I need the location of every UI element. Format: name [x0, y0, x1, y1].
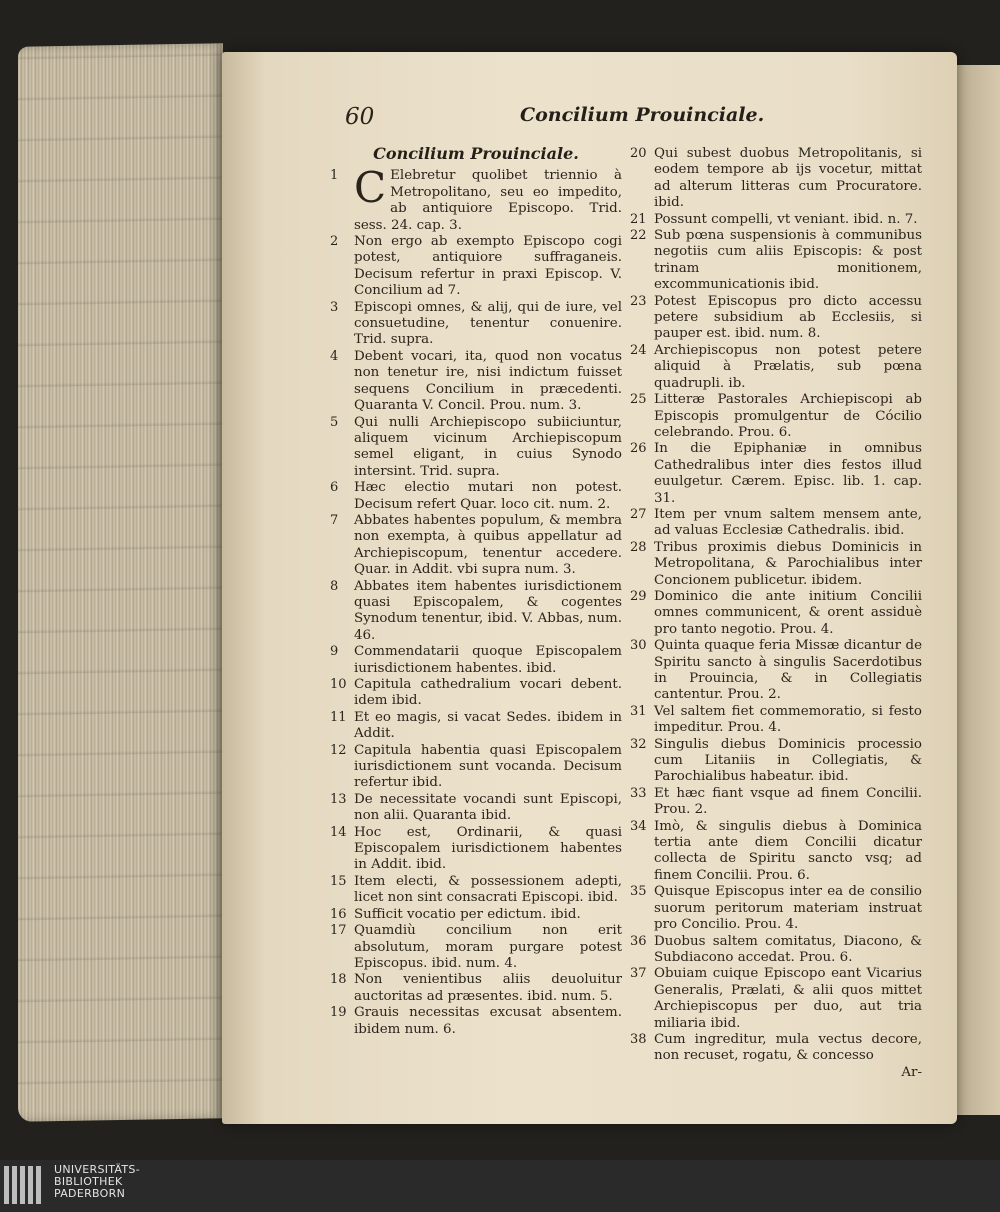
entry-text: Singulis diebus Dominicis processio cum Litaniis in Collegiatis, & Parochialibus habeatur. ibid.: [654, 736, 922, 785]
entry: [630, 212, 922, 228]
entry-text: Imò, & singulis diebus à Dominica tertia ante diem Concilii dicatur collecta de Spiritu sancto vsq; ad finem Concilii. Prou. 6.: [654, 818, 922, 883]
entry-text: Debent vocari, ita, quod non vocatus non tenetur ire, nisi indictum fuisset sequens Concilium in præcedenti. Quaranta V. Concil. Prou. num. 3.: [354, 348, 622, 414]
entry-text: Grauis necessitas excusat absentem. ibidem num. 6.: [354, 1005, 622, 1037]
entry-number: 24: [630, 342, 647, 358]
section-title: Concilium Prouinciale.: [373, 144, 579, 163]
entry-number: 17: [330, 923, 347, 939]
entry: [330, 907, 622, 923]
entry-text: Sub pœna suspensionis à communibus negotiis cum aliis Episcopis: & post trinam monitionem, excommunicationis ibid.: [654, 228, 922, 293]
entry-text: Tribus proximis diebus Dominicis in Metropolitana, & Parochialibus inter Concionem publicetur. ibidem.: [654, 539, 922, 588]
entry-number: 8: [330, 578, 339, 594]
entry-text: Vel saltem fiet commemoratio, si festo impeditur. Prou. 4.: [654, 703, 922, 736]
entry-number: 2: [330, 234, 339, 250]
library-name: [54, 1164, 140, 1200]
entry-number: 30: [630, 638, 647, 654]
entry: [330, 480, 622, 513]
entry-text: Et eo magis, si vacat Sedes. ibidem in Addit.: [354, 709, 622, 742]
running-title: Concilium Prouinciale.: [520, 104, 765, 126]
library-banner: [0, 1160, 1000, 1212]
entry-number: 21: [630, 211, 647, 227]
entry-text: Elebretur quolibet triennio à Metropolitano, seu eo impedito, ab antiquiore Episcopo. Trid. sess. 24. cap. 3.: [354, 168, 622, 233]
entry-text: Qui nulli Archiepiscopo subiiciuntur, aliquem vicinum Archiepiscopum semel eligant, in cuius Synodo intersint. Trid. supra.: [354, 414, 622, 479]
catchword: Ar-: [901, 1064, 922, 1080]
entry-text: Non ergo ab exempto Episcopo cogi potest, antiquiore suffraganeis. Decisum refertur in praxi Episcop. V. Concilium ad 7.: [354, 234, 622, 299]
entry: [630, 704, 922, 737]
entry: [630, 507, 922, 540]
entry-number: 26: [630, 441, 647, 457]
entry: [330, 300, 622, 349]
entry-number: 14: [330, 824, 347, 840]
entry-text: Non venientibus aliis deuoluitur auctoritas ad præsentes. ibid. num. 5.: [354, 972, 622, 1004]
entry: [630, 540, 922, 589]
entry: [630, 884, 922, 933]
entry-number: 18: [330, 972, 347, 988]
library-name-line: PADERBORN: [54, 1187, 126, 1200]
entry: [330, 923, 622, 972]
entry: [330, 743, 622, 792]
entry-number: 29: [630, 588, 647, 604]
entry: [630, 146, 922, 212]
entry-text: Quinta quaque feria Missæ dicantur de Spiritu sancto à singulis Sacerdotibus in Prouincia, & in Collegiatis cantentur. Prou. 2.: [654, 638, 922, 703]
entry: [630, 441, 922, 507]
entry-text: Episcopi omnes, & alij, qui de iure, vel consuetudine, tenentur conuenire. Trid. supra.: [354, 299, 622, 348]
entry-text: Duobus saltem comitatus, Diacono, & Subdiacono accedat. Prou. 6.: [654, 933, 922, 965]
entry-number: 23: [630, 293, 647, 309]
entry-number: 33: [630, 785, 647, 801]
entry: [630, 589, 922, 638]
entry-text: Qui subest duobus Metropolitanis, si eodem tempore ab ijs vocetur, mittat ad alterum litteras cum Procuratore. ibid.: [654, 146, 922, 211]
entry-text: Hæc electio mutari non potest. Decisum refert Quar. loco cit. num. 2.: [354, 480, 622, 512]
entry-text: Litteræ Pastorales Archiepiscopi ab Episcopis promulgentur de Cócilio celebrando. Prou. 6.: [654, 392, 922, 440]
entry-number: 9: [330, 644, 339, 660]
entry: [630, 228, 922, 294]
dropcap: C: [354, 163, 387, 213]
entry: [330, 1005, 622, 1038]
entry-text: Quamdiù concilium non erit absolutum, moram purgare potest Episcopus. ibid. num. 4.: [354, 923, 622, 971]
page-number: 60: [345, 104, 375, 130]
entry-number: 31: [630, 703, 647, 719]
entry: [330, 972, 622, 1005]
entry: [630, 638, 922, 704]
entry-text: Cum ingreditur, mula vectus decore, non recuset, rogatu, & concesso: [654, 1031, 922, 1064]
library-logo-icon: [4, 1166, 48, 1204]
entry: [330, 415, 622, 481]
entry: [330, 349, 622, 415]
entry-text: Dominico die ante initium Concilii omnes communicent, & orent assiduè pro tanto negotio. Prou. 4.: [654, 588, 922, 637]
entry-text: In die Epiphaniæ in omnibus Cathedralibus inter dies festos illud euulgetur. Cærem. Episc. lib. 1. cap. 31.: [654, 441, 922, 506]
library-name-line: UNIVERSITÄTS-: [54, 1163, 140, 1176]
entry: [630, 294, 922, 343]
entry-number: 22: [630, 228, 647, 244]
entry: [630, 392, 922, 441]
entry: [630, 786, 922, 819]
entry: [330, 579, 622, 645]
entry-number: 1: [330, 168, 339, 184]
entry-number: 38: [630, 1031, 647, 1047]
entry: [330, 710, 622, 743]
entry-number: 4: [330, 348, 339, 364]
entry-number: 5: [330, 414, 339, 430]
right-column: [630, 146, 922, 1081]
entry-number: 34: [630, 818, 647, 834]
entry-number: 16: [330, 906, 347, 922]
entry-text: Archiepiscopus non potest petere aliquid à Prælatis, sub pœna quadrupli. ib.: [654, 342, 922, 391]
entry: [630, 737, 922, 786]
entry-number: 10: [330, 677, 347, 692]
entry-number: 20: [630, 146, 647, 161]
entry-text: De necessitate vocandi sunt Episcopi, non alii. Quaranta ibid.: [354, 791, 622, 824]
entry: [630, 1032, 922, 1065]
entry-number: 36: [630, 933, 647, 949]
entry-text: Commendatarii quoque Episcopalem iurisdictionem habentes. ibid.: [354, 644, 622, 676]
library-name-line: BIBLIOTHEK: [54, 1175, 123, 1188]
entry-number: 3: [330, 299, 339, 315]
entry: [330, 825, 622, 874]
entry: [330, 792, 622, 825]
entry: [330, 644, 622, 677]
entry: [330, 234, 622, 300]
entry-number: 28: [630, 539, 647, 555]
entry-number: 27: [630, 506, 647, 522]
entry-text: Hoc est, Ordinarii, & quasi Episcopalem iurisdictionem habentes in Addit. ibid.: [354, 824, 622, 873]
facing-page-edge: [954, 65, 1000, 1115]
entry-text: Abbates habentes populum, & membra non exempta, à quibus appellatur ad Archiepiscopum, tenentur accedere. Quar. in Addit. vbi supra num. 3.: [354, 512, 622, 578]
entry-number: 12: [330, 742, 347, 758]
entry: [330, 874, 622, 907]
entry-text: Abbates item habentes iurisdictionem quasi Episcopalem, & cogentes Synodum tenentur, ibid. V. Abbas, num. 46.: [354, 578, 622, 643]
entry-number: 32: [630, 736, 647, 752]
entry-number: 6: [330, 480, 339, 496]
entry-text: Potest Episcopus pro dicto accessu petere subsidium ab Ecclesiis, si pauper est. ibid. num. 8.: [654, 293, 922, 342]
entry: [630, 343, 922, 392]
entry-number: 7: [330, 512, 339, 528]
entry-number: 35: [630, 884, 647, 900]
entry-text: Item per vnum saltem mensem ante, ad valuas Ecclesiæ Cathedralis. ibid.: [654, 506, 922, 539]
entry: [330, 677, 622, 710]
entry-text: Et hæc fiant vsque ad finem Concilii. Prou. 2.: [654, 785, 922, 818]
entry-number: 13: [330, 791, 347, 807]
left-column: [330, 146, 622, 1038]
entry: [630, 934, 922, 967]
entry-text: Obuiam cuique Episcopo eant Vicarius Generalis, Prælati, & alii quos mittet Archiepiscopus per duo, aut tria miliaria ibid.: [654, 966, 922, 1031]
entry-text: Item electi, & possessionem adepti, licet non sint consacrati Episcopi. ibid.: [354, 873, 622, 906]
entry-number: 19: [330, 1005, 347, 1021]
entry-text: Sufficit vocatio per edictum. ibid.: [354, 906, 581, 922]
entry-number: 37: [630, 966, 647, 982]
entry-number: 15: [330, 873, 347, 889]
entry-text: Quisque Episcopus inter ea de consilio suorum peritorum materiam instruat pro Concilio. Prou. 4.: [654, 884, 922, 933]
entry: [630, 819, 922, 885]
entry: [330, 513, 622, 579]
entry-text: Capitula habentia quasi Episcopalem iurisdictionem sunt vocanda. Decisum refertur ibid.: [354, 742, 622, 791]
entry: [330, 163, 622, 234]
entry-text: Possunt compelli, vt veniant. ibid. n. 7.: [654, 211, 918, 227]
entry-number: 11: [330, 709, 347, 725]
entry-number: 25: [630, 392, 647, 408]
entry-text: Capitula cathedralium vocari debent. idem ibid.: [354, 677, 622, 709]
entry: [630, 966, 922, 1032]
page-block-edge: [18, 43, 223, 1122]
running-head: [345, 100, 765, 136]
